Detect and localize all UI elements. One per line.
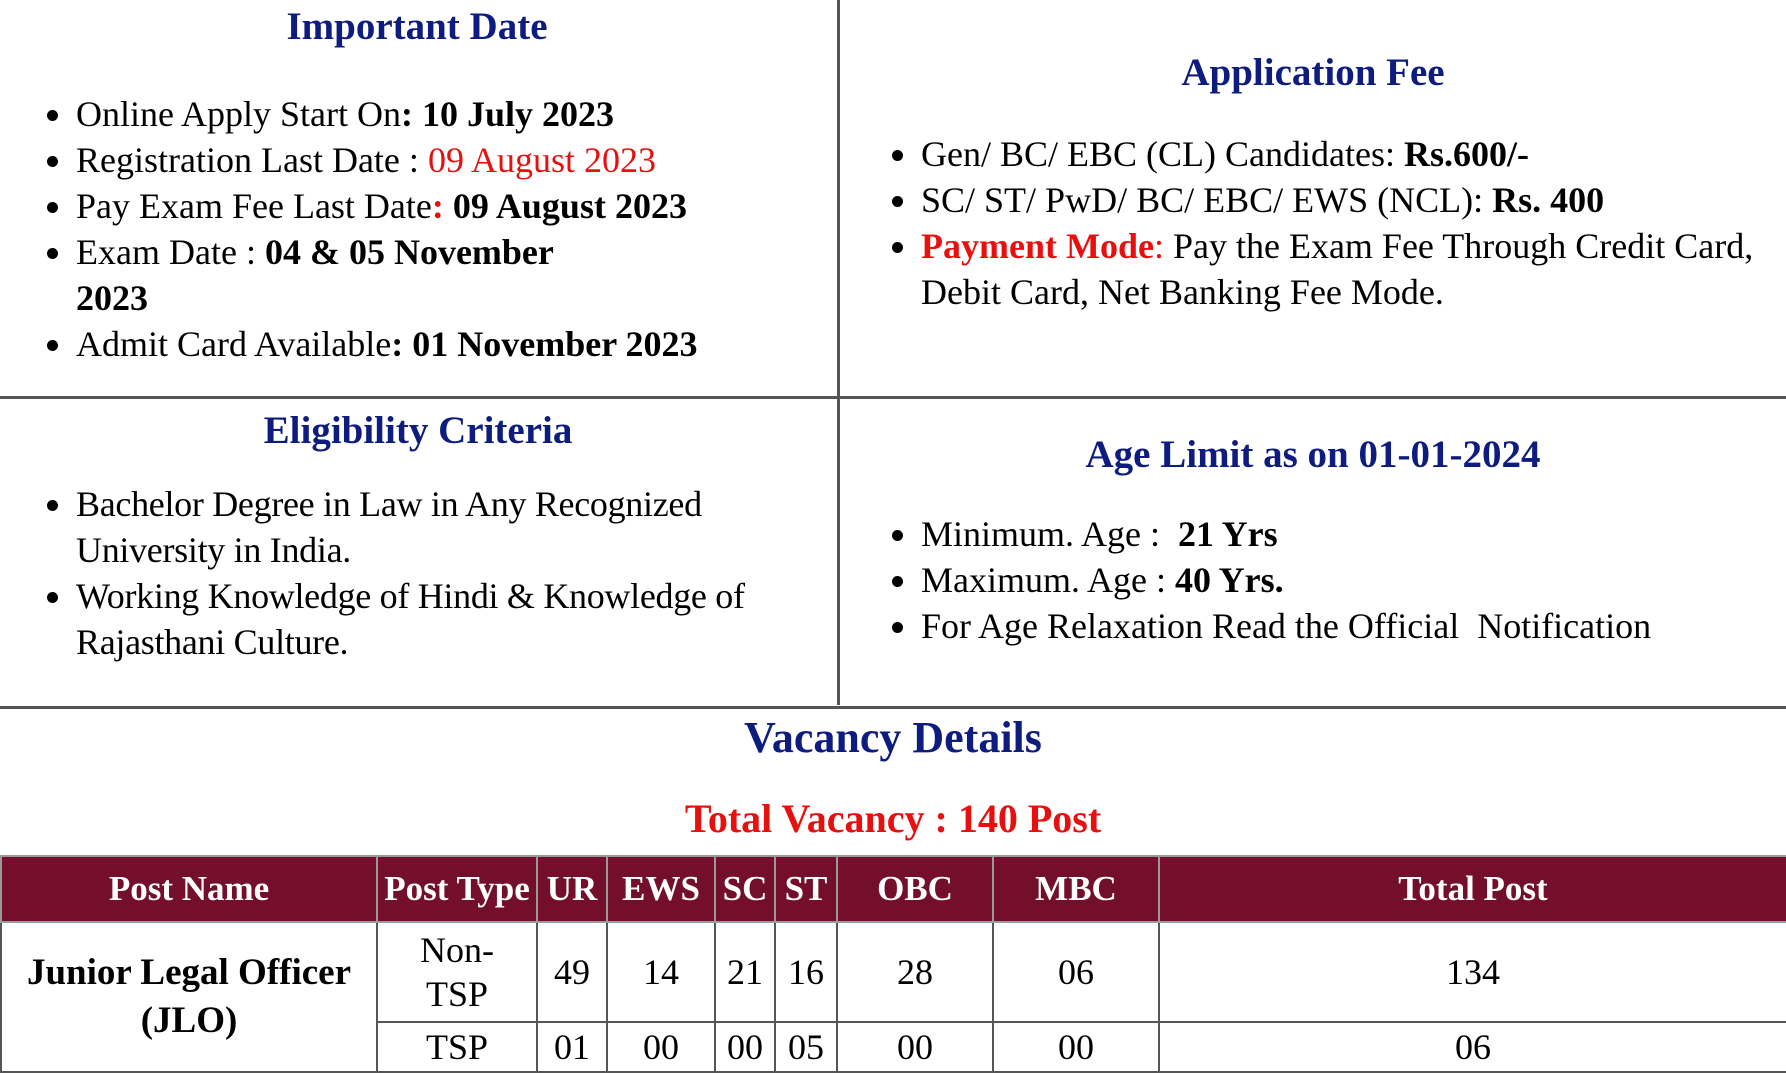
list-item: • SC/ ST/ PwD/ BC/ EBC/ EWS (NCL): Rs. 400 (920, 177, 1786, 223)
list-item: • Exam Date : 04 & 05 November 2023 (75, 229, 834, 321)
column-header: MBC (993, 856, 1159, 922)
column-header: Post Name (1, 856, 377, 922)
ur-cell: 01 (537, 1022, 607, 1072)
mbc-cell: 00 (993, 1022, 1159, 1072)
list-item: • Maximum. Age : 40 Yrs. (920, 557, 1786, 603)
table-row (1, 922, 1786, 1022)
age-limit-heading: Age Limit as on 01-01-2024 (1085, 433, 1541, 476)
obc-cell: 00 (837, 1022, 993, 1072)
list-item: • For Age Relaxation Read the Official Notification (920, 603, 1786, 649)
list-item: • Bachelor Degree in Law in Any Recognized University in India. (75, 481, 836, 573)
application-fee-list (840, 131, 1786, 315)
total-post-cell: 134 (1159, 922, 1786, 1022)
list-item: • Payment Mode: Pay the Exam Fee Through Credit Card, Debit Card, Net Banking Fee Mode. (920, 223, 1786, 315)
mbc-cell: 06 (993, 922, 1159, 1022)
row-divider-2 (0, 706, 1786, 709)
eligibility-heading: Eligibility Criteria (263, 409, 573, 452)
table-header-row (1, 856, 1786, 922)
application-fee-section (840, 50, 1786, 315)
post-name-cell: Junior Legal Officer (JLO) (1, 922, 377, 1072)
vacancy-heading: Vacancy Details (744, 713, 1042, 762)
column-header: ST (775, 856, 837, 922)
post-type-cell: TSP (377, 1022, 537, 1072)
total-post-cell: 06 (1159, 1022, 1786, 1072)
important-date-section (0, 4, 834, 367)
column-header: SC (715, 856, 775, 922)
important-date-heading: Important Date (286, 5, 548, 48)
column-header: EWS (607, 856, 715, 922)
column-header: Total Post (1159, 856, 1786, 922)
st-cell: 16 (775, 922, 837, 1022)
ur-cell: 49 (537, 922, 607, 1022)
row-divider-1 (0, 396, 1786, 399)
eligibility-list (0, 481, 836, 665)
list-item: • Pay Exam Fee Last Date: 09 August 2023 (75, 183, 834, 229)
st-cell: 05 (775, 1022, 837, 1072)
ews-cell: 14 (607, 922, 715, 1022)
application-fee-heading: Application Fee (1181, 51, 1445, 94)
important-date-list (0, 91, 834, 367)
column-header: UR (537, 856, 607, 922)
eligibility-section (0, 408, 836, 665)
list-item: • Online Apply Start On: 10 July 2023 (75, 91, 834, 137)
list-item: • Working Knowledge of Hindi & Knowledge of Rajasthani Culture. (75, 573, 836, 665)
column-header: Post Type (377, 856, 537, 922)
sc-cell: 21 (715, 922, 775, 1022)
sc-cell: 00 (715, 1022, 775, 1072)
age-limit-list (840, 511, 1786, 649)
age-limit-section (840, 432, 1786, 649)
vacancy-table (0, 855, 1786, 1073)
column-header: OBC (837, 856, 993, 922)
total-vacancy: Total Vacancy : 140 Post (684, 796, 1102, 841)
list-item: • Minimum. Age : 21 Yrs (920, 511, 1786, 557)
list-item: • Registration Last Date : 09 August 2023 (75, 137, 834, 183)
list-item: • Admit Card Available: 01 November 2023 (75, 321, 834, 367)
list-item: • Gen/ BC/ EBC (CL) Candidates: Rs.600/- (920, 131, 1786, 177)
ews-cell: 00 (607, 1022, 715, 1072)
post-type-cell: Non-TSP (377, 922, 537, 1022)
obc-cell: 28 (837, 922, 993, 1022)
